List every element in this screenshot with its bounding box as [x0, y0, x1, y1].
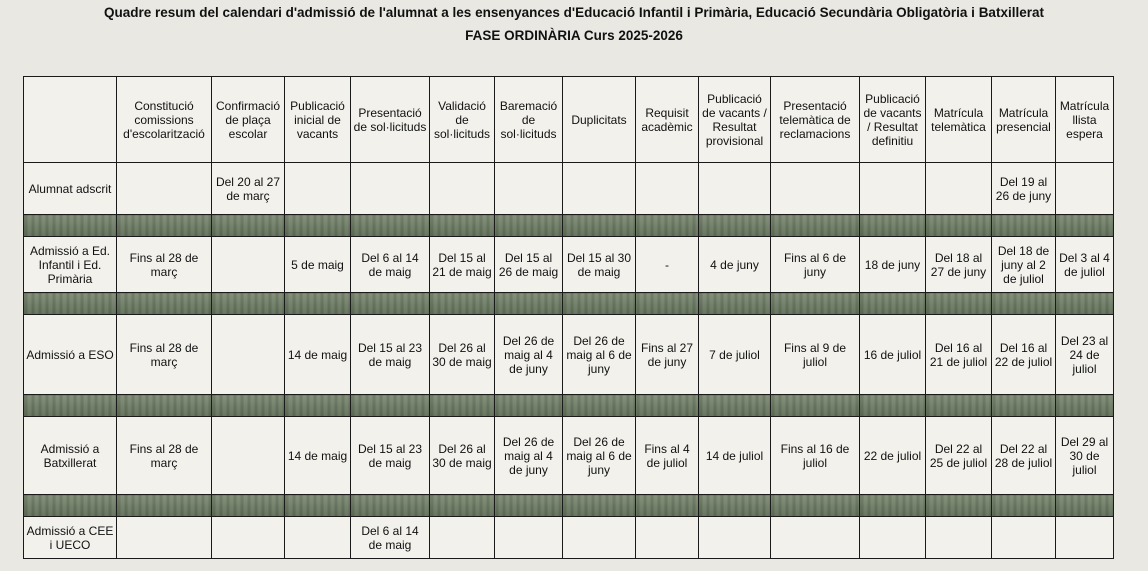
- table-cell: Del 15 al 26 de maig: [495, 237, 563, 293]
- table-cell: [117, 163, 212, 215]
- table-cell: Del 29 al 30 de juliol: [1056, 417, 1114, 495]
- table-cell: Del 16 al 21 de juliol: [926, 315, 992, 395]
- table-cell: Fins al 28 de març: [117, 315, 212, 395]
- table-cell: [430, 163, 495, 215]
- row-label: Alumnat adscrit: [24, 163, 117, 215]
- table-cell: 18 de juny: [860, 237, 926, 293]
- separator-row: [24, 215, 1114, 237]
- table-cell: Del 22 al 25 de juliol: [926, 417, 992, 495]
- table-cell: [926, 517, 992, 559]
- table-cell: Del 18 al 27 de juny: [926, 237, 992, 293]
- header-cell: Matrícula telemàtica: [926, 77, 992, 163]
- header-cell: Requisit acadèmic: [636, 77, 699, 163]
- table-row-eso: [24, 315, 1114, 395]
- header-cell: Duplicitats: [563, 77, 636, 163]
- table-cell: Fins al 9 de juliol: [771, 315, 860, 395]
- table-cell: Del 20 al 27 de març: [212, 163, 285, 215]
- table-cell: Del 26 al 30 de maig: [430, 315, 495, 395]
- table-cell: Del 6 al 14 de maig: [351, 237, 430, 293]
- table-cell: [636, 163, 699, 215]
- table-cell: Fins al 28 de març: [117, 237, 212, 293]
- document-title: Quadre resum del calendari d'admissió de l'alumnat a les ensenyances d'Educació Infantil i Primària, Educació Secundària Obligatòria i Batxillerat: [104, 5, 1044, 20]
- row-label: Admissió a Batxillerat: [24, 417, 117, 495]
- separator-row: [24, 293, 1114, 315]
- table-cell: [430, 517, 495, 559]
- table-cell: [926, 163, 992, 215]
- table-cell: [1056, 517, 1114, 559]
- header-cell: [24, 77, 117, 163]
- table-cell: Del 26 al 30 de maig: [430, 417, 495, 495]
- header-cell: Presentació de sol·licituds: [351, 77, 430, 163]
- table-cell: Del 15 al 23 de maig: [351, 417, 430, 495]
- table-cell: Del 26 de maig al 4 de juny: [495, 417, 563, 495]
- table-cell: [212, 315, 285, 395]
- table-row-cee-ueco: [24, 517, 1114, 559]
- table-cell: Del 19 al 26 de juny: [992, 163, 1056, 215]
- table-cell: [495, 163, 563, 215]
- table-cell: Fins al 4 de juliol: [636, 417, 699, 495]
- admission-calendar-table: [23, 76, 1114, 559]
- row-label: Admissió a CEE i UECO: [24, 517, 117, 559]
- table-cell: Fins al 27 de juny: [636, 315, 699, 395]
- table-row-infantil-primaria: [24, 237, 1114, 293]
- table-cell: [860, 517, 926, 559]
- table-cell: Del 3 al 4 de juliol: [1056, 237, 1114, 293]
- table-row-batxillerat: [24, 417, 1114, 495]
- row-label: Admissió a ESO: [24, 315, 117, 395]
- table-cell: Del 16 al 22 de juliol: [992, 315, 1056, 395]
- table-cell: 14 de maig: [285, 315, 351, 395]
- table-cell: [771, 517, 860, 559]
- table-cell: Del 18 de juny al 2 de juliol: [992, 237, 1056, 293]
- header-cell: Publicació de vacants / Resultat provisional: [699, 77, 771, 163]
- table-cell: 14 de juliol: [699, 417, 771, 495]
- table-cell: Del 15 al 21 de maig: [430, 237, 495, 293]
- table-cell: [285, 163, 351, 215]
- table-cell: 4 de juny: [699, 237, 771, 293]
- table-cell: [212, 517, 285, 559]
- table-cell: [212, 417, 285, 495]
- header-cell: Publicació de vacants / Resultat definitiu: [860, 77, 926, 163]
- table-cell: Del 23 al 24 de juliol: [1056, 315, 1114, 395]
- table-cell: [699, 163, 771, 215]
- table-cell: Del 6 al 14 de maig: [351, 517, 430, 559]
- header-cell: Confirmació de plaça escolar: [212, 77, 285, 163]
- table-cell: Del 26 de maig al 6 de juny: [563, 315, 636, 395]
- document-subtitle: FASE ORDINÀRIA Curs 2025-2026: [465, 28, 683, 43]
- table-cell: Del 26 de maig al 4 de juny: [495, 315, 563, 395]
- separator-row: [24, 395, 1114, 417]
- table-cell: [992, 517, 1056, 559]
- table-cell: [285, 517, 351, 559]
- table-cell: [699, 517, 771, 559]
- table-cell: Del 15 al 30 de maig: [563, 237, 636, 293]
- table-cell: [563, 163, 636, 215]
- table-cell: Fins al 6 de juny: [771, 237, 860, 293]
- table-cell: [771, 163, 860, 215]
- table-cell: -: [636, 237, 699, 293]
- table-row-alumnat-adscrit: [24, 163, 1114, 215]
- table-cell: [117, 517, 212, 559]
- table-cell: [860, 163, 926, 215]
- table-cell: 14 de maig: [285, 417, 351, 495]
- table-cell: Del 15 al 23 de maig: [351, 315, 430, 395]
- table-cell: [495, 517, 563, 559]
- table-cell: 5 de maig: [285, 237, 351, 293]
- header-row: [24, 77, 1114, 163]
- table-cell: Del 26 de maig al 6 de juny: [563, 417, 636, 495]
- row-label: Admissió a Ed. Infantil i Ed. Primària: [24, 237, 117, 293]
- header-cell: Matrícula presencial: [992, 77, 1056, 163]
- table-cell: [1056, 163, 1114, 215]
- separator-row: [24, 495, 1114, 517]
- table-cell: Fins al 16 de juliol: [771, 417, 860, 495]
- table-cell: 7 de juliol: [699, 315, 771, 395]
- header-cell: Publicació inicial de vacants: [285, 77, 351, 163]
- header-cell: Matrícula llista espera: [1056, 77, 1114, 163]
- table-cell: 16 de juliol: [860, 315, 926, 395]
- table-cell: [351, 163, 430, 215]
- header-cell: Baremació de sol·licituds: [495, 77, 563, 163]
- table-cell: Fins al 28 de març: [117, 417, 212, 495]
- table-cell: [563, 517, 636, 559]
- header-cell: Validació de sol·licituds: [430, 77, 495, 163]
- table-cell: 22 de juliol: [860, 417, 926, 495]
- header-cell: Constitució comissions d'escolarització: [117, 77, 212, 163]
- table-cell: [636, 517, 699, 559]
- header-cell: Presentació telemàtica de reclamacions: [771, 77, 860, 163]
- table-cell: Del 22 al 28 de juliol: [992, 417, 1056, 495]
- table-cell: [212, 237, 285, 293]
